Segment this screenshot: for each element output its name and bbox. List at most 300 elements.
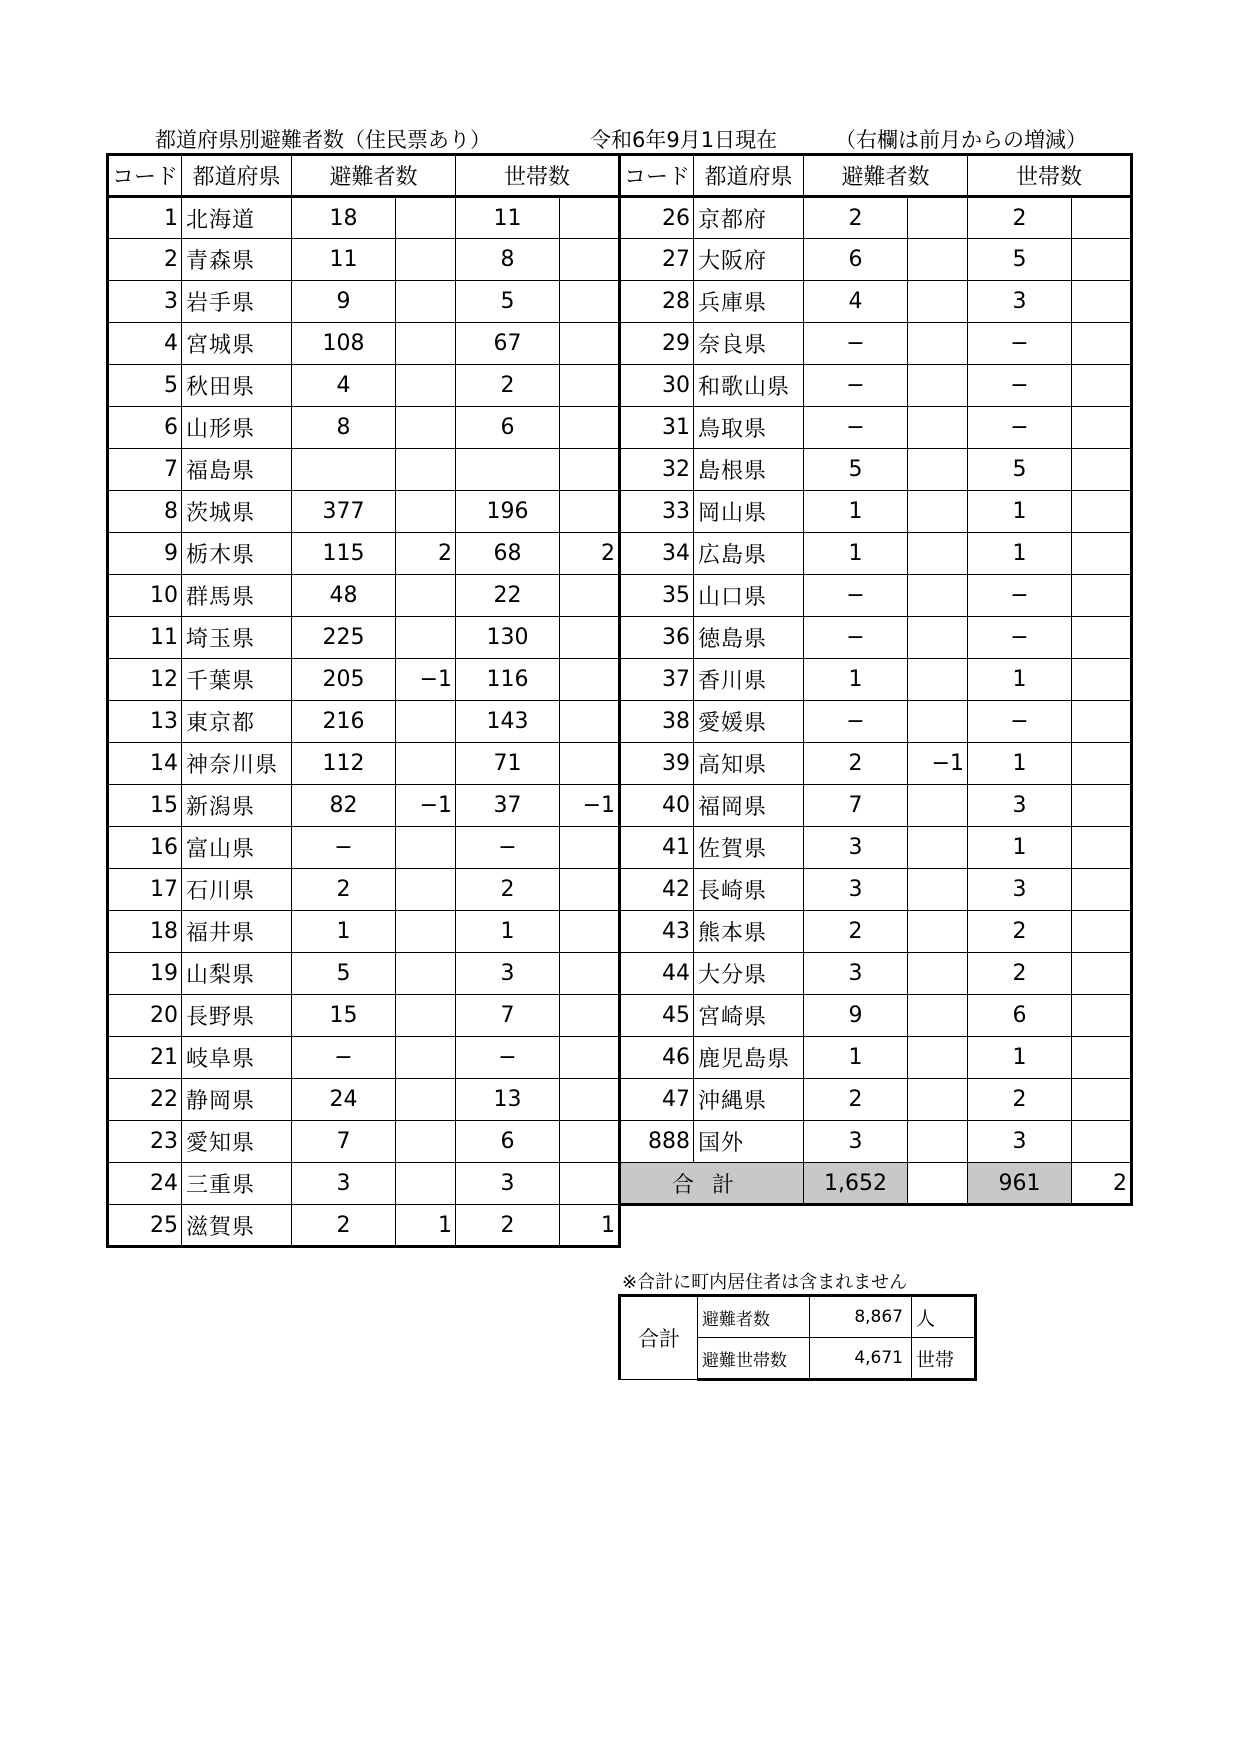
prefecture-code: 15 bbox=[108, 785, 182, 827]
evacuee-change bbox=[396, 1079, 456, 1121]
evacuee-table-left bbox=[106, 153, 621, 1248]
evacuee-count: 2 bbox=[804, 1079, 908, 1121]
prefecture-code: 1 bbox=[108, 197, 182, 239]
evacuee-change bbox=[396, 953, 456, 995]
prefecture-name: 鹿児島県 bbox=[694, 1037, 804, 1079]
household-count: 1 bbox=[456, 911, 560, 953]
change-note: （右欄は前月からの増減） bbox=[835, 128, 1087, 152]
total-label: 合計 bbox=[620, 1163, 804, 1205]
document-title: 都道府県別避難者数（住民票あり） bbox=[155, 128, 491, 152]
col-header-prefecture: 都道府県 bbox=[694, 155, 804, 197]
household-count: 2 bbox=[968, 911, 1072, 953]
prefecture-code: 11 bbox=[108, 617, 182, 659]
household-count: 130 bbox=[456, 617, 560, 659]
household-change bbox=[1072, 365, 1132, 407]
household-change bbox=[1072, 785, 1132, 827]
household-count: 6 bbox=[968, 995, 1072, 1037]
summary-value: 8,867 bbox=[810, 1296, 912, 1338]
total-row bbox=[620, 1163, 1132, 1205]
evacuee-count: − bbox=[292, 827, 396, 869]
household-count: 5 bbox=[968, 449, 1072, 491]
evacuee-change bbox=[396, 1121, 456, 1163]
table-row bbox=[108, 449, 620, 491]
prefecture-name: 和歌山県 bbox=[694, 365, 804, 407]
household-change bbox=[1072, 1079, 1132, 1121]
prefecture-code: 47 bbox=[620, 1079, 694, 1121]
prefecture-name: 大分県 bbox=[694, 953, 804, 995]
prefecture-name: 神奈川県 bbox=[182, 743, 292, 785]
prefecture-name: 熊本県 bbox=[694, 911, 804, 953]
evacuee-count: 216 bbox=[292, 701, 396, 743]
total-households: 961 bbox=[968, 1163, 1072, 1205]
evacuee-change bbox=[396, 1163, 456, 1205]
household-count: 3 bbox=[968, 785, 1072, 827]
household-count: 37 bbox=[456, 785, 560, 827]
prefecture-name: 岐阜県 bbox=[182, 1037, 292, 1079]
prefecture-name: 鳥取県 bbox=[694, 407, 804, 449]
household-count: − bbox=[456, 827, 560, 869]
evacuee-change bbox=[396, 911, 456, 953]
prefecture-code: 39 bbox=[620, 743, 694, 785]
evacuee-count bbox=[292, 449, 396, 491]
household-change bbox=[560, 953, 620, 995]
prefecture-name: 青森県 bbox=[182, 239, 292, 281]
prefecture-code: 13 bbox=[108, 701, 182, 743]
evacuee-count: 3 bbox=[804, 1121, 908, 1163]
evacuee-count: 2 bbox=[804, 197, 908, 239]
prefecture-code: 16 bbox=[108, 827, 182, 869]
household-count: 6 bbox=[456, 407, 560, 449]
prefecture-name: 滋賀県 bbox=[182, 1205, 292, 1247]
evacuee-count: − bbox=[804, 617, 908, 659]
prefecture-name: 新潟県 bbox=[182, 785, 292, 827]
household-change bbox=[560, 323, 620, 365]
prefecture-code: 4 bbox=[108, 323, 182, 365]
household-change bbox=[1072, 281, 1132, 323]
table-row bbox=[108, 1121, 620, 1163]
table-row bbox=[620, 575, 1132, 617]
evacuee-change: 1 bbox=[396, 1205, 456, 1247]
household-change bbox=[560, 1163, 620, 1205]
prefecture-name: 山梨県 bbox=[182, 953, 292, 995]
household-change bbox=[560, 1079, 620, 1121]
evacuee-change bbox=[396, 449, 456, 491]
evacuee-count: − bbox=[804, 323, 908, 365]
household-count: 22 bbox=[456, 575, 560, 617]
prefecture-code: 2 bbox=[108, 239, 182, 281]
col-header-households: 世帯数 bbox=[968, 155, 1132, 197]
evacuee-change bbox=[908, 491, 968, 533]
household-change bbox=[560, 659, 620, 701]
prefecture-name: 京都府 bbox=[694, 197, 804, 239]
prefecture-name: 沖縄県 bbox=[694, 1079, 804, 1121]
prefecture-code: 41 bbox=[620, 827, 694, 869]
household-count bbox=[456, 449, 560, 491]
evacuee-count: 1 bbox=[804, 533, 908, 575]
prefecture-code: 12 bbox=[108, 659, 182, 701]
household-change bbox=[1072, 323, 1132, 365]
prefecture-code: 43 bbox=[620, 911, 694, 953]
household-count: − bbox=[968, 617, 1072, 659]
household-change: 1 bbox=[560, 1205, 620, 1247]
household-count: 143 bbox=[456, 701, 560, 743]
table-row bbox=[620, 617, 1132, 659]
prefecture-code: 18 bbox=[108, 911, 182, 953]
household-count: 1 bbox=[968, 659, 1072, 701]
table-row bbox=[108, 491, 620, 533]
evacuee-count: 112 bbox=[292, 743, 396, 785]
prefecture-code: 37 bbox=[620, 659, 694, 701]
table-row bbox=[620, 827, 1132, 869]
household-change bbox=[1072, 533, 1132, 575]
prefecture-code: 23 bbox=[108, 1121, 182, 1163]
prefecture-name: 群馬県 bbox=[182, 575, 292, 617]
evacuee-count: 6 bbox=[804, 239, 908, 281]
evacuee-change bbox=[908, 995, 968, 1037]
prefecture-code: 19 bbox=[108, 953, 182, 995]
evacuee-change bbox=[396, 491, 456, 533]
prefecture-name: 福井県 bbox=[182, 911, 292, 953]
evacuee-count: 108 bbox=[292, 323, 396, 365]
prefecture-name: 栃木県 bbox=[182, 533, 292, 575]
household-change bbox=[1072, 659, 1132, 701]
evacuee-count: 18 bbox=[292, 197, 396, 239]
household-count: 2 bbox=[456, 869, 560, 911]
prefecture-name: 三重県 bbox=[182, 1163, 292, 1205]
household-change bbox=[1072, 1037, 1132, 1079]
table-row bbox=[620, 785, 1132, 827]
prefecture-name: 宮崎県 bbox=[694, 995, 804, 1037]
table-row bbox=[620, 323, 1132, 365]
table-row bbox=[108, 575, 620, 617]
prefecture-code: 31 bbox=[620, 407, 694, 449]
table-row bbox=[620, 659, 1132, 701]
table-row bbox=[620, 911, 1132, 953]
table-row bbox=[108, 701, 620, 743]
evacuee-change bbox=[396, 239, 456, 281]
summary-table bbox=[618, 1294, 977, 1381]
household-count: 3 bbox=[968, 281, 1072, 323]
household-change bbox=[560, 827, 620, 869]
summary-name: 避難世帯数 bbox=[698, 1338, 810, 1380]
evacuee-count: 9 bbox=[804, 995, 908, 1037]
evacuee-count: − bbox=[804, 701, 908, 743]
evacuee-change bbox=[908, 1121, 968, 1163]
prefecture-name: 佐賀県 bbox=[694, 827, 804, 869]
evacuee-change bbox=[908, 239, 968, 281]
evacuee-count: 2 bbox=[804, 743, 908, 785]
table-row bbox=[620, 239, 1132, 281]
table-row bbox=[620, 1121, 1132, 1163]
prefecture-code: 14 bbox=[108, 743, 182, 785]
prefecture-name: 国外 bbox=[694, 1121, 804, 1163]
table-row bbox=[620, 533, 1132, 575]
prefecture-code: 45 bbox=[620, 995, 694, 1037]
evacuee-change bbox=[908, 827, 968, 869]
prefecture-name: 山形県 bbox=[182, 407, 292, 449]
household-count: 116 bbox=[456, 659, 560, 701]
evacuee-count: 5 bbox=[804, 449, 908, 491]
evacuee-change: 2 bbox=[396, 533, 456, 575]
table-row bbox=[108, 827, 620, 869]
household-count: 3 bbox=[968, 1121, 1072, 1163]
evacuee-count: 7 bbox=[292, 1121, 396, 1163]
household-change bbox=[560, 281, 620, 323]
prefecture-code: 33 bbox=[620, 491, 694, 533]
evacuee-change: −1 bbox=[396, 659, 456, 701]
col-header-evacuees: 避難者数 bbox=[292, 155, 456, 197]
evacuee-change bbox=[908, 1037, 968, 1079]
prefecture-name: 東京都 bbox=[182, 701, 292, 743]
prefecture-code: 20 bbox=[108, 995, 182, 1037]
household-count: − bbox=[456, 1037, 560, 1079]
evacuee-change bbox=[396, 365, 456, 407]
evacuee-change bbox=[908, 701, 968, 743]
household-change bbox=[560, 491, 620, 533]
table-row bbox=[108, 953, 620, 995]
evacuee-change bbox=[396, 617, 456, 659]
household-change bbox=[560, 365, 620, 407]
prefecture-name: 千葉県 bbox=[182, 659, 292, 701]
household-count: 2 bbox=[456, 365, 560, 407]
prefecture-name: 秋田県 bbox=[182, 365, 292, 407]
evacuee-count: 1 bbox=[292, 911, 396, 953]
table-row bbox=[108, 1205, 620, 1247]
prefecture-code: 24 bbox=[108, 1163, 182, 1205]
prefecture-code: 34 bbox=[620, 533, 694, 575]
table-row bbox=[620, 1079, 1132, 1121]
household-count: 68 bbox=[456, 533, 560, 575]
prefecture-code: 25 bbox=[108, 1205, 182, 1247]
summary-label: 合計 bbox=[620, 1296, 698, 1380]
household-change bbox=[1072, 617, 1132, 659]
evacuee-change bbox=[396, 323, 456, 365]
household-change bbox=[560, 197, 620, 239]
household-change bbox=[1072, 197, 1132, 239]
table-row bbox=[108, 323, 620, 365]
household-count: 1 bbox=[968, 491, 1072, 533]
evacuee-change bbox=[396, 407, 456, 449]
prefecture-code: 29 bbox=[620, 323, 694, 365]
table-row bbox=[620, 869, 1132, 911]
household-change bbox=[1072, 449, 1132, 491]
household-count: 2 bbox=[968, 197, 1072, 239]
table-row bbox=[108, 197, 620, 239]
table-row bbox=[108, 743, 620, 785]
prefecture-name: 高知県 bbox=[694, 743, 804, 785]
household-change bbox=[560, 995, 620, 1037]
table-row bbox=[620, 743, 1132, 785]
table-row bbox=[108, 239, 620, 281]
summary-name: 避難者数 bbox=[698, 1296, 810, 1338]
evacuee-count: 5 bbox=[292, 953, 396, 995]
household-count: − bbox=[968, 407, 1072, 449]
prefecture-code: 40 bbox=[620, 785, 694, 827]
table-row bbox=[620, 281, 1132, 323]
table-row bbox=[108, 911, 620, 953]
table-row bbox=[108, 869, 620, 911]
table-row bbox=[620, 407, 1132, 449]
household-change bbox=[560, 1037, 620, 1079]
total-evacuees: 1,652 bbox=[804, 1163, 908, 1205]
evacuee-change bbox=[908, 1079, 968, 1121]
table-row bbox=[620, 491, 1132, 533]
prefecture-name: 長崎県 bbox=[694, 869, 804, 911]
total-household-change: 2 bbox=[1072, 1163, 1132, 1205]
household-change bbox=[1072, 827, 1132, 869]
prefecture-name: 愛媛県 bbox=[694, 701, 804, 743]
household-count: 2 bbox=[968, 953, 1072, 995]
household-count: 5 bbox=[968, 239, 1072, 281]
col-header-households: 世帯数 bbox=[456, 155, 620, 197]
prefecture-name: 茨城県 bbox=[182, 491, 292, 533]
household-change bbox=[560, 239, 620, 281]
prefecture-name: 山口県 bbox=[694, 575, 804, 617]
col-header-evacuees: 避難者数 bbox=[804, 155, 968, 197]
household-change bbox=[560, 617, 620, 659]
prefecture-name: 香川県 bbox=[694, 659, 804, 701]
evacuee-change bbox=[908, 281, 968, 323]
evacuee-change: −1 bbox=[396, 785, 456, 827]
evacuee-change bbox=[908, 785, 968, 827]
col-header-code: コード bbox=[620, 155, 694, 197]
table-row bbox=[620, 1037, 1132, 1079]
household-change bbox=[1072, 869, 1132, 911]
summary-row bbox=[620, 1296, 976, 1338]
evacuee-count: 3 bbox=[804, 953, 908, 995]
table-row bbox=[108, 659, 620, 701]
prefecture-name: 長野県 bbox=[182, 995, 292, 1037]
evacuee-change bbox=[396, 869, 456, 911]
evacuee-change: −1 bbox=[908, 743, 968, 785]
evacuee-count: 377 bbox=[292, 491, 396, 533]
table-row bbox=[620, 701, 1132, 743]
evacuee-count: 225 bbox=[292, 617, 396, 659]
col-header-code: コード bbox=[108, 155, 182, 197]
evacuee-table-right bbox=[618, 153, 1133, 1206]
prefecture-name: 富山県 bbox=[182, 827, 292, 869]
evacuee-count: 82 bbox=[292, 785, 396, 827]
evacuee-count: − bbox=[292, 1037, 396, 1079]
table-row bbox=[620, 197, 1132, 239]
household-change bbox=[1072, 953, 1132, 995]
evacuee-count: 11 bbox=[292, 239, 396, 281]
evacuee-count: 9 bbox=[292, 281, 396, 323]
prefecture-name: 広島県 bbox=[694, 533, 804, 575]
prefecture-name: 徳島県 bbox=[694, 617, 804, 659]
prefecture-name: 宮城県 bbox=[182, 323, 292, 365]
evacuee-count: 48 bbox=[292, 575, 396, 617]
evacuee-count: − bbox=[804, 365, 908, 407]
household-count: − bbox=[968, 323, 1072, 365]
evacuee-change bbox=[908, 407, 968, 449]
prefecture-code: 21 bbox=[108, 1037, 182, 1079]
evacuee-change bbox=[908, 197, 968, 239]
prefecture-code: 8 bbox=[108, 491, 182, 533]
household-change bbox=[1072, 911, 1132, 953]
table-row bbox=[620, 449, 1132, 491]
household-change bbox=[1072, 407, 1132, 449]
household-count: 3 bbox=[456, 953, 560, 995]
household-count: 2 bbox=[968, 1079, 1072, 1121]
prefecture-code: 35 bbox=[620, 575, 694, 617]
household-count: − bbox=[968, 701, 1072, 743]
prefecture-code: 26 bbox=[620, 197, 694, 239]
evacuee-count: 3 bbox=[804, 869, 908, 911]
household-count: 8 bbox=[456, 239, 560, 281]
evacuee-count: 8 bbox=[292, 407, 396, 449]
household-count: 6 bbox=[456, 1121, 560, 1163]
table-header-row bbox=[620, 155, 1132, 197]
prefecture-code: 3 bbox=[108, 281, 182, 323]
evacuee-count: 1 bbox=[804, 491, 908, 533]
table-row bbox=[620, 953, 1132, 995]
prefecture-name: 島根県 bbox=[694, 449, 804, 491]
evacuee-count: 24 bbox=[292, 1079, 396, 1121]
evacuee-change bbox=[908, 365, 968, 407]
table-row bbox=[108, 281, 620, 323]
footnote: ※合計に町内居住者は含まれません bbox=[622, 1272, 908, 1293]
household-count: 3 bbox=[968, 869, 1072, 911]
prefecture-name: 石川県 bbox=[182, 869, 292, 911]
prefecture-code: 5 bbox=[108, 365, 182, 407]
table-row bbox=[620, 995, 1132, 1037]
prefecture-code: 42 bbox=[620, 869, 694, 911]
household-change bbox=[1072, 1121, 1132, 1163]
prefecture-name: 北海道 bbox=[182, 197, 292, 239]
prefecture-name: 愛知県 bbox=[182, 1121, 292, 1163]
table-row bbox=[108, 785, 620, 827]
evacuee-count: 2 bbox=[292, 1205, 396, 1247]
evacuee-count: 2 bbox=[292, 869, 396, 911]
prefecture-name: 奈良県 bbox=[694, 323, 804, 365]
household-count: 67 bbox=[456, 323, 560, 365]
prefecture-code: 32 bbox=[620, 449, 694, 491]
household-change: −1 bbox=[560, 785, 620, 827]
household-change: 2 bbox=[560, 533, 620, 575]
household-count: 3 bbox=[456, 1163, 560, 1205]
household-count: 1 bbox=[968, 827, 1072, 869]
prefecture-name: 岩手県 bbox=[182, 281, 292, 323]
household-count: 13 bbox=[456, 1079, 560, 1121]
evacuee-count: 4 bbox=[804, 281, 908, 323]
household-change bbox=[560, 743, 620, 785]
household-change bbox=[560, 1121, 620, 1163]
table-row bbox=[108, 365, 620, 407]
evacuee-count: 1 bbox=[804, 659, 908, 701]
prefecture-code: 27 bbox=[620, 239, 694, 281]
household-change bbox=[560, 701, 620, 743]
evacuee-change bbox=[396, 743, 456, 785]
evacuee-change bbox=[908, 953, 968, 995]
prefecture-code: 17 bbox=[108, 869, 182, 911]
evacuee-count: 15 bbox=[292, 995, 396, 1037]
household-count: 1 bbox=[968, 1037, 1072, 1079]
as-of-date: 令和6年9月1日現在 bbox=[590, 128, 778, 152]
evacuee-change bbox=[908, 617, 968, 659]
household-change bbox=[1072, 239, 1132, 281]
household-change bbox=[1072, 995, 1132, 1037]
evacuee-change bbox=[908, 659, 968, 701]
prefecture-code: 44 bbox=[620, 953, 694, 995]
evacuee-change bbox=[396, 701, 456, 743]
summary-unit: 世帯 bbox=[912, 1338, 976, 1380]
household-change bbox=[560, 911, 620, 953]
household-count: − bbox=[968, 365, 1072, 407]
prefecture-name: 福島県 bbox=[182, 449, 292, 491]
prefecture-name: 岡山県 bbox=[694, 491, 804, 533]
household-count: − bbox=[968, 575, 1072, 617]
